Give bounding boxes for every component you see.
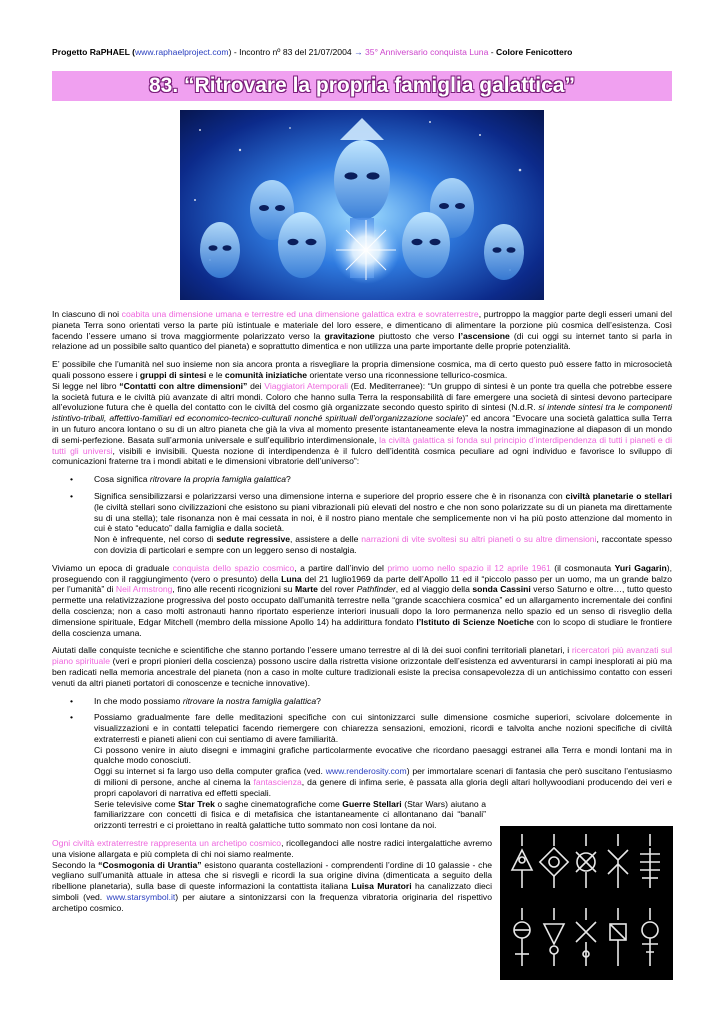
- symbol-5: [640, 834, 660, 888]
- text-run: ) per immortalare scenari di fantasia che però suscitano l’entusiasmo di milioni di persone, anche al cinema la: [94, 766, 672, 788]
- alien-figure-far-left: [200, 222, 240, 278]
- anniversary-link[interactable]: 35° Anniversario conquista Luna: [362, 47, 489, 57]
- text-run: (di cui oggi su internet tanto si parla in relazione ad un possibile salto quantico del pianeta) e soprattutto dimentica e non utilizza una parte importante delle proprie potenzialità.: [52, 330, 672, 352]
- bullet-answer-2: [52, 712, 672, 831]
- text-run: Ci possono venire in aiuto disegni e immagini grafiche particolarmente evocative che ricordano paesaggi estranei alla Terra e mondi lontani ma in qualche modo conosciuti.: [94, 744, 672, 766]
- text-run: , da genere di infima serie, è passata alla gloria degli altari hollywoodiani producendo dei veri e propri capolavori di narrativa ed effetti speciali.: [94, 777, 672, 798]
- alien-figure-right: [402, 212, 450, 278]
- text-run: Oggi su internet si fa largo uso della computer grafica (ved.: [94, 766, 326, 777]
- alien-figure-left: [278, 212, 326, 278]
- text-run: o saghe cinematografiche come: [214, 798, 343, 809]
- renderosity-link[interactable]: www.renderosity.com: [325, 766, 407, 777]
- paragraph-researchers: [52, 645, 672, 688]
- text-run: Secondo la: [52, 859, 99, 870]
- highlight-armstrong: Neil Armstrong: [115, 584, 173, 595]
- paragraph-synthesis: [52, 359, 672, 467]
- bullet-list-1: [52, 474, 672, 556]
- text-run: dei: [247, 380, 265, 391]
- paragraph-archetypes: [52, 838, 492, 914]
- term-gravitazione: gravitazione: [324, 330, 375, 341]
- term-civilta: civiltà planetarie o stellari: [565, 490, 672, 501]
- text-run: Cosa significa: [94, 474, 150, 485]
- symbol-2: [540, 834, 568, 888]
- header-paren-open: (: [132, 47, 135, 57]
- project-name: Progetto RaPHAEL: [52, 47, 130, 57]
- symbol-9: [610, 908, 626, 966]
- highlight-dimension: coabita una dimensione umana e terrestre ed una dimensione galattica extra e sovraterrestre: [121, 309, 479, 319]
- symbol-1: [512, 834, 532, 888]
- text-run: Serie televisive come: [94, 798, 179, 809]
- bullet-question-1: [52, 474, 672, 485]
- term-istituto: l’Istituto di Scienze Noetiche: [416, 616, 534, 627]
- highlight-conquista: conquista dello spazio cosmico: [172, 562, 295, 573]
- highlight-authors: Viaggiatori Atemporali: [264, 380, 349, 391]
- term-gruppi-sintesi: gruppi di sintesi: [139, 369, 207, 380]
- term-cassini: sonda Cassini: [472, 584, 531, 595]
- header-separator: -: [488, 47, 497, 57]
- text-run: piuttosto che verso: [374, 330, 459, 341]
- question-phrase: ritrovare la propria famiglia galattica: [149, 474, 287, 485]
- text-run: Aiutati dalle conquiste tecniche e scientifiche che stanno portando l’essere umano terrestre al di là dei suoi confini territoriali planetari, i: [52, 645, 572, 656]
- highlight-narrazioni: narrazioni di vite svoltesi su altri pianeti o su altre dimensioni: [361, 534, 597, 545]
- starsymbol-link[interactable]: www.starsymbol.it: [106, 892, 176, 903]
- text-run: ?: [286, 474, 291, 485]
- term-marte: Marte: [295, 584, 318, 595]
- editor-note: si intende sintesi tra le componenti istintivo-tribali, affettivo-familiari ed economico-tecnico-culturali nonché spirituali dell’organizzazione sociale: [52, 402, 672, 424]
- page-header: [52, 47, 672, 57]
- term-ascensione: l’ascensione: [458, 330, 510, 341]
- term-sedute-regressive: sedute regressive: [216, 534, 291, 545]
- paragraph-space-conquest: [52, 563, 672, 639]
- project-link[interactable]: www.raphaelproject.com: [134, 47, 229, 57]
- term-luna: Luna: [281, 573, 302, 584]
- term-guerre-stellari: Guerre Stellari: [342, 798, 402, 809]
- term-star-trek: Star Trek: [178, 798, 215, 809]
- title-banner: [52, 71, 672, 101]
- star-symbols-grid: [500, 826, 673, 980]
- bullet-answer-1: [52, 491, 672, 556]
- highlight-interdependence: la civiltà galattica si fonda sul principio d’interdipendenza di tutti i pianeti e di tutti gli universi: [52, 434, 672, 456]
- text-run: ) per aiutare a sintonizzarsi con la frequenza vibratoria originaria del rispettivo archetipo cosmico.: [52, 892, 492, 913]
- symbol-10: [642, 908, 658, 966]
- symbol-3: [576, 834, 596, 888]
- text-run: del rover: [317, 584, 357, 595]
- text-run: verso Saturno e oltre…, tutto questo permette una relativizzazione progressiva del posto occupato dall’umanità terrestre nella “grande scacchiera cosmica” ed un allargamento incrementale dei confini della coscienza; non a caso molti astronauti hanno riportato esperienze interiori inusuali dopo la loro permanenza nello spazio ed un senso di risveglio della dimensione spirituale, Edgar Mitchell (membro della missione Apollo 14) ha addirittura fondato: [52, 584, 673, 627]
- text-run: )” ed ancora “Evocare una società galattica sulla Terra in un futuro ancora lontano o su di un altro pianeta che già la viva al momento presente istantaneamente eleva la nostra immaginazione al diapason di un mondo di semi-perfezione. Basata sull’armonia universale e sull’equilibrio interdimensionale,: [52, 413, 672, 445]
- text-run: In che modo possiamo: [94, 695, 183, 706]
- bullet-question-2: [52, 696, 672, 707]
- text-run: , visibili e invisibili. Questa nozione di interdipendenza è il fulcro dell’identità cosmica peculiare ad ogni individuo e favorisce lo sviluppo di comunicazioni fraterne tra i mondi abitati e le dimensioni vibratorie dell’universo”:: [52, 445, 672, 467]
- question-phrase: ritrovare la nostra famiglia galattica: [182, 695, 317, 706]
- text-run: Significa sensibilizzarsi e polarizzarsi verso una dimensione interna e superiore del proprio essere che è in risonanza con: [94, 490, 566, 501]
- text-run: E’ possibile che l’umanità nel suo insieme non sia ancora pronta a risvegliare la propria dimensione cosmica, ma di certo questo può essere fatto in microsocietà quali possono essere i: [52, 359, 672, 380]
- text-run: , assistere a delle: [290, 534, 362, 545]
- symbol-6: [514, 908, 530, 966]
- page-title: 83. “Ritrovare la propria famiglia galattica”: [149, 74, 575, 97]
- text-run: ), proseguendo con il raggiungimento (vero o presunto) della: [52, 562, 672, 584]
- text-run: (il cosmonauta: [550, 562, 615, 573]
- highlight-fantascienza: fantascienza: [253, 777, 302, 788]
- paragraph-intro: [52, 309, 672, 352]
- symbol-7: [544, 908, 564, 966]
- symbol-4: [608, 834, 628, 888]
- text-run: Viviamo un epoca di graduale: [52, 562, 173, 573]
- text-run: , raccontate spesso con dovizia di particolari e sempre con un leggero senso di nostalgia.: [94, 534, 673, 555]
- bullet-list-2: [52, 696, 672, 832]
- color-name: Colore Fenicottero: [496, 47, 573, 57]
- text-run: Non è infrequente, nel corso di: [94, 534, 217, 545]
- text-run: esistono quaranta costellazioni - comprendenti l’ordine di 10 galassie - che vegliano sull’umanità attuale in attesa che si risvegli e ricordi la sua origine divina (dimenticata a seguito della ribellione planetaria), sulla base di queste informazioni la contattista italiana: [52, 859, 493, 892]
- term-comunita-iniziatiche: comunità iniziatiche: [224, 369, 308, 380]
- text-run: e le: [206, 369, 225, 380]
- highlight-archetipo: Ogni civiltà extraterrestre rappresenta un archetipo cosmico: [52, 838, 282, 849]
- text-run: (Ed. Mediterranee): “Un gruppo di sintesi è un ponte tra quella che potrebbe essere la società futura e le civiltà più avanzate di altri mondi. Coloro che hanno sulla Terra la responsabilità di fare emergere una società di sintesi devono partecipare all’evoluzione futura che è quella del contatto con le civiltà del cosmo già organizzate secondo questo spirito di sintesi (N.d.R.: [52, 380, 672, 413]
- star-symbols-image: [500, 826, 673, 980]
- text-run: ha canalizzato dieci simboli (ved.: [52, 881, 492, 903]
- text-run: con lo scopo di studiare le frontiere della coscienza umana.: [52, 616, 673, 638]
- text-run: , fino alle recenti ricognizioni su: [172, 584, 296, 595]
- text-run: (Star Wars) aiutano a familiarizzare con concetti di fisica e di metafisica che istantaneamente ci allontanano dai “banali” orizzonti terrestri e ci proiettano in realtà galattiche tutto sommato non così lontane da noi.: [94, 798, 486, 831]
- star-trek-block: [94, 799, 486, 831]
- header-paren-close: ): [228, 47, 232, 57]
- text-run: , purtroppo la maggior parte degli esseri umani del pianeta Terra sono orientati verso la parte più istintuale e materiale del loro essere, e dimenticano di alimentare la porzione più cosmica dell’esistenza. Così facendo l’essere umano si trova maggiormente polarizzato verso la: [52, 309, 672, 341]
- text-run: del 21 luglio1969 da parte dell’Apollo 11 ed il “piccolo passo per un uomo, ma un grande balzo per l’umanità” di: [52, 573, 672, 595]
- highlight-primo-uomo: primo uomo nello spazio il 12 aprile 1961: [387, 562, 551, 573]
- symbol-8: [576, 908, 596, 966]
- highlight-ricercatori: ricercatori più avanzati sul piano spirituale: [52, 645, 672, 667]
- name-muratori: Luisa Muratori: [351, 881, 412, 892]
- meeting-info: - Incontro nº 83 del 21/07/2004: [231, 47, 355, 57]
- name-gagarin: Yuri Gagarin: [614, 562, 667, 573]
- galactic-beings-art: [180, 110, 544, 300]
- term-pathfinder: Pathfinder: [356, 584, 396, 595]
- text-run: (le civiltà stellari sono civilizzazioni che esistono su piani vibrazionali più elevati del nostro e che non sono polarizzate su di un pianeta ma direttamente su di una stella); tale risonanza non è mai cessata in noi, è il nostro piano mentale che semplicemente non vi ha più posto attenzione dal momento in cui è stato “educato” dalla famiglia e dalla società.: [94, 501, 672, 534]
- text-run: Si legge nel libro: [52, 380, 120, 391]
- text-run: In ciascuno di noi: [52, 309, 122, 319]
- alien-figure-far-right: [484, 224, 524, 280]
- text-run: ?: [316, 695, 321, 706]
- text-run: (veri e propri pionieri della coscienza) possono uscire dalla ristretta visione orizzontale dell’esistenza ed avventurarsi in campi inesplorati ai più ma ben radicati nella memoria ancestrale del pianeta (non a caso in molte culture tradizionali esiste la precisa consapevolezza di un antichissimo contatto con esseri venuti da altri pianeti portatori di conoscenze e tecniche innovative).: [52, 656, 672, 688]
- text-run: , ed al viaggio della: [395, 584, 473, 595]
- text-run: orientate verso una riconnessione tellurico-cosmica.: [307, 369, 508, 380]
- book-title: “Contatti con altre dimensioni”: [119, 380, 248, 391]
- text-run: , a partire dall’invio del: [294, 562, 388, 573]
- text-run: Possiamo gradualmente fare delle meditazioni specifiche con cui sintonizzarci sulle dimensione cosmiche superiori, scivolare dolcemente in visualizzazioni e in contatti telepatici facendo riemergere con chiarezza sensazioni, emozioni, ricordi e talvolta anche nozioni specifiche di civiltà extraterresti e pianeti alieni con cui sentiamo di avere familiarità.: [94, 712, 672, 744]
- arrow-icon: →: [354, 47, 363, 57]
- text-run: , ricollegandoci alle nostre radici intergalattiche avremo una visione allargata e più completa di chi noi siamo realmente.: [52, 838, 492, 859]
- galactic-family-illustration: [180, 110, 544, 300]
- term-urantia: “Cosmogonia di Urantia”: [98, 859, 202, 870]
